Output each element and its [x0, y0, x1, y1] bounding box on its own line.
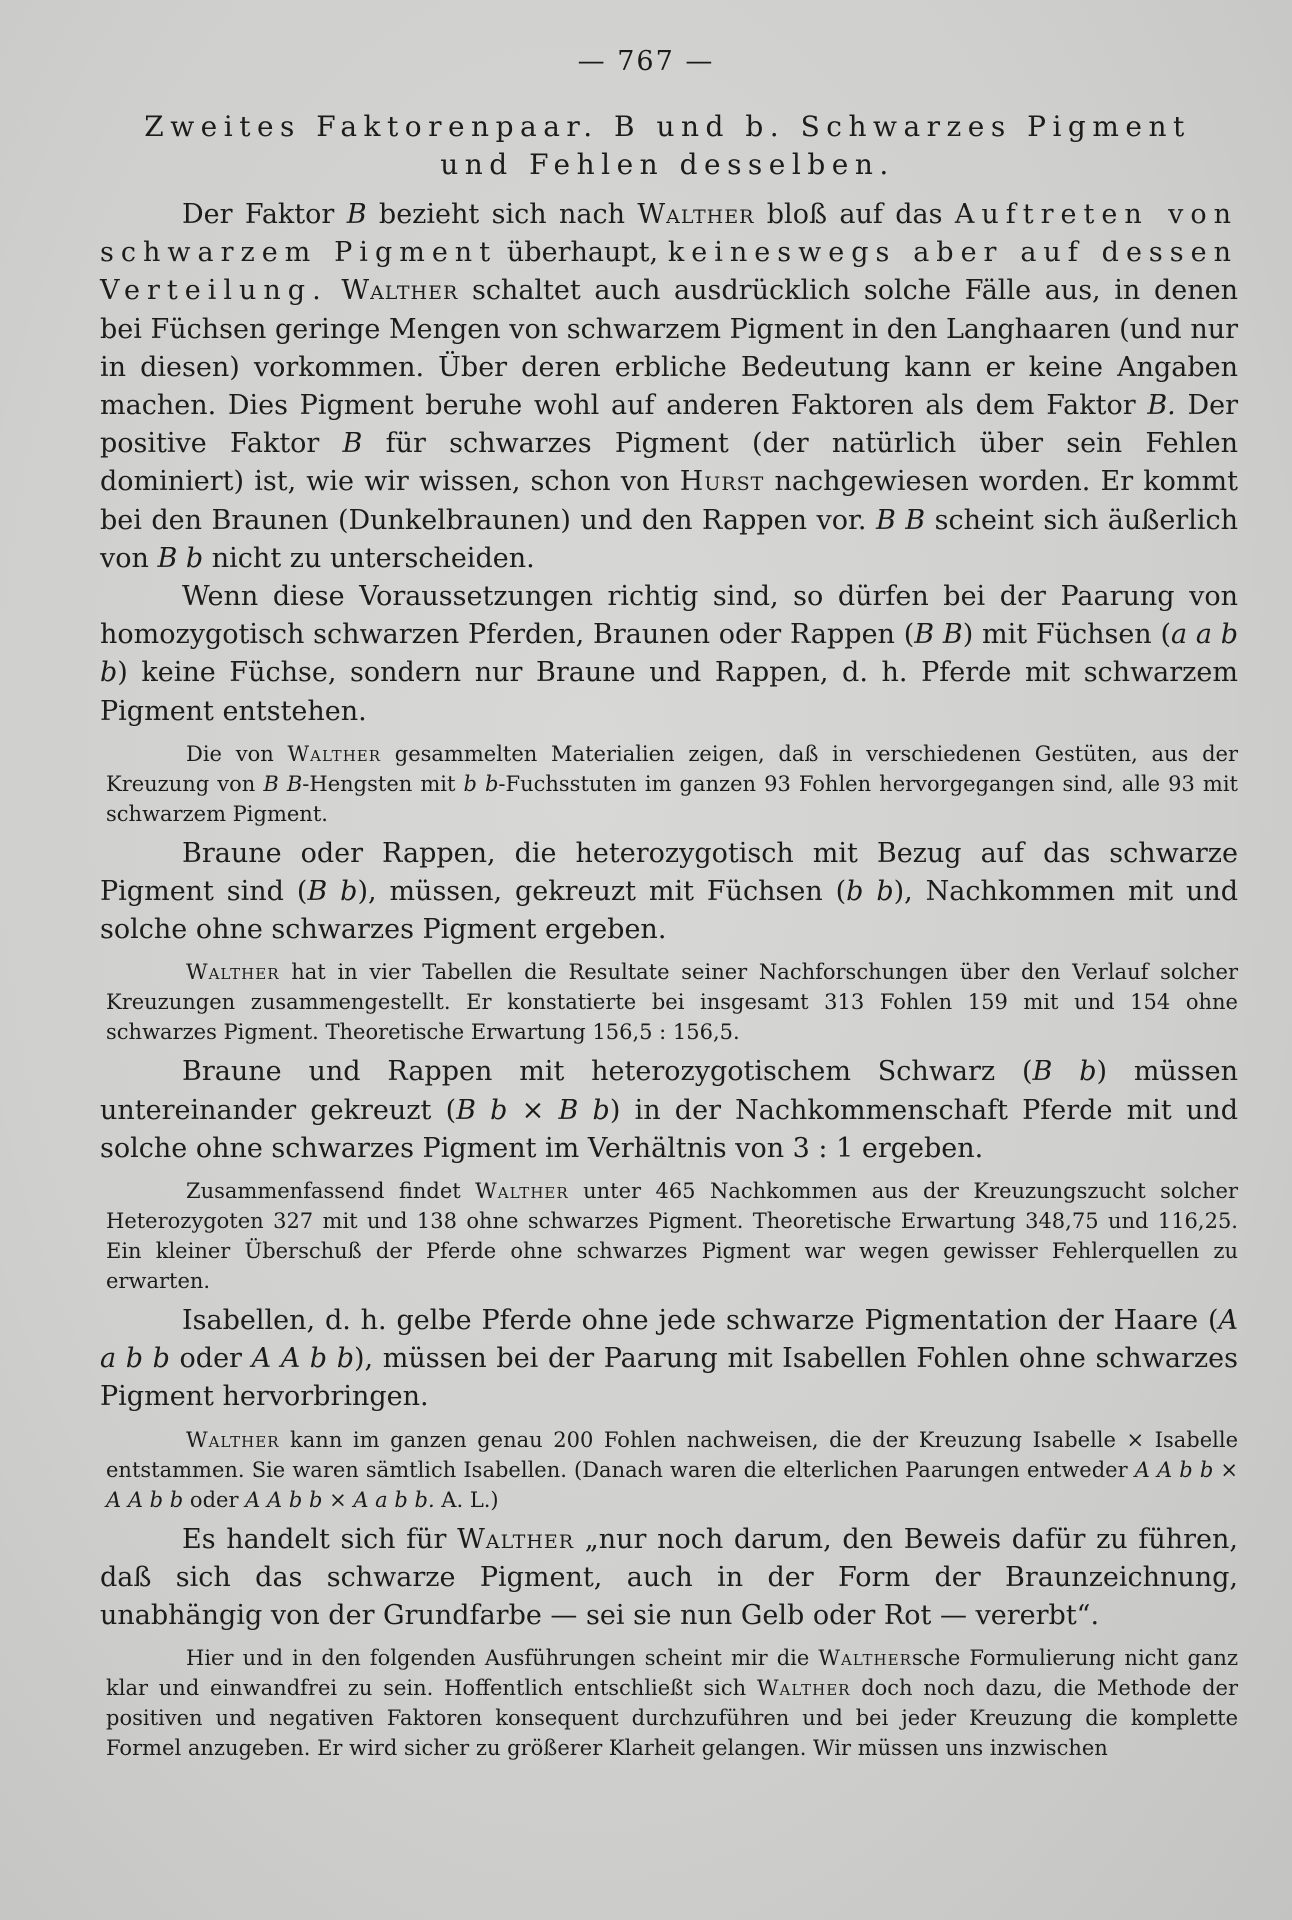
- author-name: Walther: [457, 1523, 575, 1555]
- paragraph-6: Es handelt sich für Walther „nur noch darum, den Beweis dafür zu führen, daß sich das schwarze Pigment, auch in der Form der Braunzeichnung, unabhängig von der Grundfarbe — sei sie nun Gelb oder Rot — vererbt“.: [100, 1523, 1238, 1632]
- paragraph-5: Isabellen, d. h. gelbe Pferde ohne jede schwarze Pigmentation der Haare (A a b b oder A A b b), müssen bei der Paarung mit Isabellen Fohlen ohne schwarzes Pigment hervorbringen.: [100, 1305, 1238, 1413]
- paragraph-1: Der Faktor B bezieht sich nach Walther bloß auf das Auftreten von schwarzem Pigment überhaupt, keineswegs aber auf dessen Verteilung. Walther schaltet auch ausdrücklich solche Fälle aus, in denen bei Füchsen geringe Mengen von schwarzem Pigment in den Langhaaren (und nur in diesen) vorkommen. Über deren erbliche Bedeutung kann er keine Angaben machen. Dies Pigment beruhe wohl auf anderen Faktoren als dem Faktor B. Der positive Faktor B für schwarzes Pigment (der natürlich über sein Fehlen dominiert) ist, wie wir wissen, schon von Hurst nachgewiesen worden. Er kommt bei den Braunen (Dunkelbraunen) und den Rappen vor. B B scheint sich äußerlich von B b nicht zu unterscheiden.: [100, 199, 1238, 574]
- paragraph-2: Wenn diese Voraussetzungen richtig sind, so dürfen bei der Paarung von homozygotisch schwarzen Pferden, Braunen oder Rappen (B B) mit Füchsen (a a b b) keine Füchse, sondern nur Braune und Rappen, d. h. Pferde mit schwarzem Pigment entstehen.: [100, 581, 1239, 727]
- note-1: Die von Walther gesammelten Materialien zeigen, daß in verschiedenen Gestüten, aus der Kreuzung von B B-Hengsten mit b b-Fuchsstuten im ganzen 93 Fohlen hervorgegangen sind, alle 93 mit schwarzem Pigment.: [106, 741, 1238, 826]
- author-name: Hurst: [679, 466, 765, 498]
- author-name: Walther: [186, 1427, 280, 1452]
- author-name: Walther: [637, 199, 755, 230]
- page-body: [100, 196, 1238, 1769]
- paragraph-4: Braune und Rappen mit heterozygotischem Schwarz (B b) müssen untereinander gekreuzt (B b × B b) in der Nachkommenschaft Pferde mit und solche ohne schwarzes Pigment im Verhältnis von 3 : 1 ergeben.: [100, 1056, 1239, 1164]
- spaced-emphasis: keineswegs aber auf dessen Verteilung.: [100, 237, 1238, 307]
- note-5: Hier und in den folgenden Ausführungen scheint mir die Walthersche Formulierung nicht ganz klar und einwandfrei zu sein. Hoffentlich entschließt sich Walther doch noch dazu, die Methode der positiven und negativen Faktoren konsequent durchzuführen und bei jeder Kreuzung die komplette Formel anzugeben. Er wird sicher zu größerer Klarheit gelangen. Wir müssen uns inzwischen: [106, 1646, 1239, 1761]
- section-heading: Zweites Faktorenpaar. B und b. Schwarzes Pigment und Fehlen desselben.: [144, 110, 1191, 181]
- author-name: Walther: [341, 275, 459, 307]
- author-name: Walther: [818, 1646, 912, 1671]
- author-name: Walther: [186, 960, 280, 985]
- note-4: Walther kann im ganzen genau 200 Fohlen nachweisen, die der Kreuzung Isabelle × Isabelle entstammen. Sie waren sämtlich Isabellen. (Danach waren die elterlichen Paarungen entweder A A b b × A A b b oder A A b b × A a b b. A. L.): [106, 1427, 1238, 1512]
- note-2: Walther hat in vier Tabellen die Resultate seiner Nachforschungen über den Verlauf solcher Kreuzungen zusammengestellt. Er konstatierte bei insgesamt 313 Fohlen 159 mit und 154 ohne schwarzes Pigment. Theoretische Erwartung 156,5 : 156,5.: [106, 960, 1238, 1045]
- author-name: Walther: [756, 1676, 851, 1701]
- author-name: Walther: [287, 741, 382, 766]
- author-name: Walther: [475, 1179, 569, 1204]
- spaced-emphasis: Auftreten von schwarzem Pigment: [100, 199, 1238, 269]
- note-3: Zusammenfassend findet Walther unter 465 Nachkommen aus der Kreuzungszucht solcher Heterozygoten 327 mit und 138 ohne schwarzes Pigment. Theoretische Erwartung 348,75 und 116,25. Ein kleiner Überschuß der Pferde ohne schwarzes Pigment war wegen gewisser Fehlerquellen zu erwarten.: [106, 1179, 1238, 1294]
- paragraph-3: Braune oder Rappen, die heterozygotisch mit Bezug auf das schwarze Pigment sind (B b), müssen, gekreuzt mit Füchsen (b b), Nachkommen mit und solche ohne schwarzes Pigment ergeben.: [100, 837, 1239, 946]
- page-number: — 767 —: [577, 46, 715, 77]
